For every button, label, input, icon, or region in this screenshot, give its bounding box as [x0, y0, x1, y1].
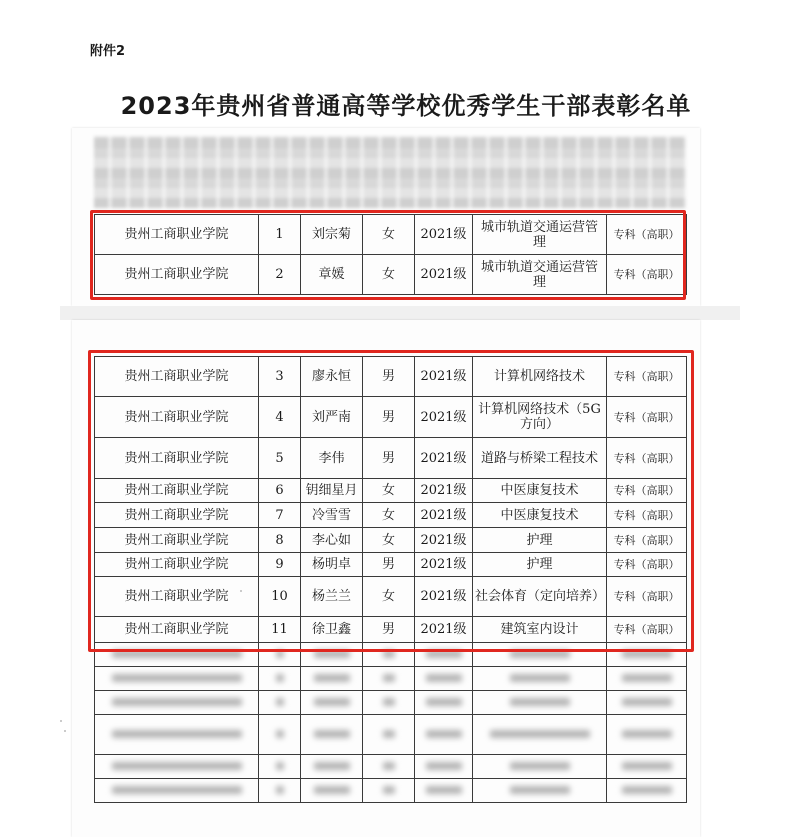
school-cell: 贵州工商职业学院 [95, 479, 259, 503]
level-cell: 专科（高职） [607, 553, 687, 577]
major-cell: 道路与桥梁工程技术 [473, 438, 607, 479]
grade-cell: 2021级 [415, 397, 473, 438]
school-cell: 贵州工商职业学院 [95, 255, 259, 295]
table-row [95, 438, 687, 479]
grade-cell: 2021级 [415, 255, 473, 295]
gender-cell: 女 [363, 503, 415, 528]
school-cell: 贵州工商职业学院 [95, 577, 259, 617]
school-cell: 贵州工商职业学院 [95, 528, 259, 553]
grade-cell: 2021级 [415, 215, 473, 255]
level-cell: 专科（高职） [607, 503, 687, 528]
grade-cell: 2021级 [415, 438, 473, 479]
level-cell: 专科（高职） [607, 617, 687, 643]
school-cell: 贵州工商职业学院 [95, 357, 259, 397]
table-row [95, 528, 687, 553]
level-cell: 专科（高职） [607, 357, 687, 397]
name-cell: 杨明卓 [301, 553, 363, 577]
school-cell: 贵州工商职业学院 [95, 438, 259, 479]
major-cell: 护理 [473, 553, 607, 577]
number-cell: 4 [259, 397, 301, 438]
name-cell: 李心如 [301, 528, 363, 553]
gender-cell: 女 [363, 577, 415, 617]
major-cell: 城市轨道交通运营管理 [473, 215, 607, 255]
level-cell: 专科（高职） [607, 215, 687, 255]
number-cell: 11 [259, 617, 301, 643]
attachment-label: 附件2 [90, 44, 126, 59]
number-cell: 6 [259, 479, 301, 503]
table-row [95, 215, 687, 255]
scan-speck [64, 730, 66, 732]
number-cell: 9 [259, 553, 301, 577]
level-cell: 专科（高职） [607, 397, 687, 438]
name-cell: 李伟 [301, 438, 363, 479]
grade-cell: 2021级 [415, 357, 473, 397]
blurred-row [95, 691, 687, 715]
table-row [95, 503, 687, 528]
gender-cell: 男 [363, 553, 415, 577]
number-cell: 3 [259, 357, 301, 397]
table-row [95, 255, 687, 295]
gender-cell: 男 [363, 357, 415, 397]
table-row [95, 617, 687, 643]
blurred-row [95, 715, 687, 755]
gender-cell: 女 [363, 255, 415, 295]
gender-cell: 男 [363, 438, 415, 479]
school-cell: 贵州工商职业学院 [95, 215, 259, 255]
blurred-row [95, 643, 687, 667]
major-cell: 计算机网络技术 [473, 357, 607, 397]
school-cell: 贵州工商职业学院 [95, 397, 259, 438]
major-cell: 建筑室内设计 [473, 617, 607, 643]
name-cell: 钥细星月 [301, 479, 363, 503]
grade-cell: 2021级 [415, 503, 473, 528]
major-cell: 护理 [473, 528, 607, 553]
table-row [95, 553, 687, 577]
major-cell: 中医康复技术 [473, 503, 607, 528]
name-cell: 刘严南 [301, 397, 363, 438]
scan-speck [240, 590, 242, 592]
grade-cell: 2021级 [415, 577, 473, 617]
roster-table-1 [94, 214, 687, 295]
major-cell: 社会体育（定向培养） [473, 577, 607, 617]
school-cell: 贵州工商职业学院 [95, 503, 259, 528]
name-cell: 廖永恒 [301, 357, 363, 397]
table-row [95, 357, 687, 397]
gender-cell: 女 [363, 528, 415, 553]
major-cell: 中医康复技术 [473, 479, 607, 503]
document-title: 2023年贵州省普通高等学校优秀学生干部表彰名单 [120, 92, 692, 120]
grade-cell: 2021级 [415, 617, 473, 643]
name-cell: 冷雪雪 [301, 503, 363, 528]
name-cell: 章媛 [301, 255, 363, 295]
level-cell: 专科（高职） [607, 438, 687, 479]
school-cell: 贵州工商职业学院 [95, 553, 259, 577]
table-row [95, 577, 687, 617]
level-cell: 专科（高职） [607, 255, 687, 295]
blurred-row [95, 755, 687, 779]
level-cell: 专科（高职） [607, 577, 687, 617]
name-cell: 徐卫鑫 [301, 617, 363, 643]
number-cell: 5 [259, 438, 301, 479]
number-cell: 7 [259, 503, 301, 528]
name-cell: 杨兰兰 [301, 577, 363, 617]
table-row [95, 397, 687, 438]
number-cell: 8 [259, 528, 301, 553]
level-cell: 专科（高职） [607, 528, 687, 553]
roster-table-2 [94, 356, 687, 803]
page-gap [60, 306, 740, 320]
level-cell: 专科（高职） [607, 479, 687, 503]
gender-cell: 男 [363, 617, 415, 643]
gender-cell: 女 [363, 479, 415, 503]
grade-cell: 2021级 [415, 553, 473, 577]
gender-cell: 男 [363, 397, 415, 438]
number-cell: 10 [259, 577, 301, 617]
major-cell: 城市轨道交通运营管理 [473, 255, 607, 295]
grade-cell: 2021级 [415, 479, 473, 503]
blurred-row [95, 779, 687, 803]
major-cell: 计算机网络技术（5G方向） [473, 397, 607, 438]
name-cell: 刘宗菊 [301, 215, 363, 255]
blurred-region [94, 136, 686, 208]
number-cell: 2 [259, 255, 301, 295]
number-cell: 1 [259, 215, 301, 255]
school-cell: 贵州工商职业学院 [95, 617, 259, 643]
gender-cell: 女 [363, 215, 415, 255]
table-row [95, 479, 687, 503]
grade-cell: 2021级 [415, 528, 473, 553]
blurred-row [95, 667, 687, 691]
scan-speck [60, 720, 62, 722]
